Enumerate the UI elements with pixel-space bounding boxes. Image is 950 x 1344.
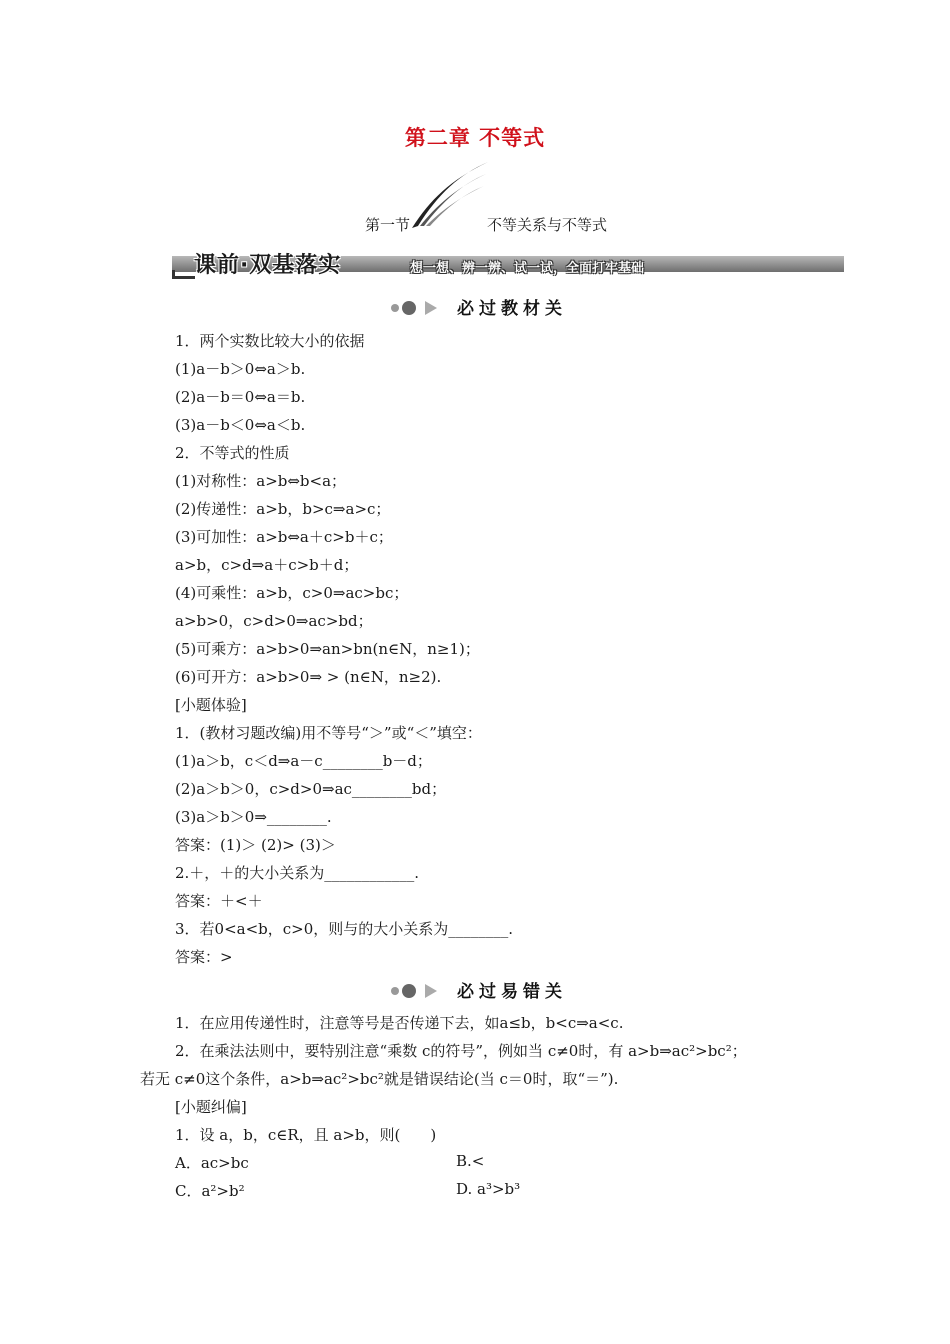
answer-line: 答案：> <box>175 948 233 966</box>
text-line: (5)可乘方：a>b>0⇒an>bn(n∈N，n≥1)； <box>175 640 480 658</box>
text-line: 1．(教材习题改编)用不等号“＞”或“＜”填空： <box>175 724 482 742</box>
practice-label: [小题体验] <box>175 696 247 714</box>
banner <box>172 248 844 276</box>
banner-main-text: 课前·双基落实 <box>194 253 342 278</box>
banner-edge <box>172 270 195 279</box>
section-title: 不等关系与不等式 <box>487 216 608 234</box>
text-line: (2)a＞b＞0，c>d>0⇒ac________bd； <box>175 780 447 798</box>
text-line: (3)a－b＜0⇔a＜b. <box>175 416 306 434</box>
text-line: a>b>0，c>d>0⇒ac>bd； <box>175 612 373 630</box>
text-line: (3)a＞b＞0⇒________. <box>175 808 332 826</box>
answer-line: 答案：＋<＋ <box>175 892 263 910</box>
text-line: (2)传递性：a>b，b>c⇒a>c； <box>175 500 391 518</box>
text-line: 1．两个实数比较大小的依据 <box>175 332 365 350</box>
text-line: 2.＋，＋的大小关系为____________. <box>175 864 420 882</box>
text-line: (3)可加性：a>b⇔a＋c>b＋c； <box>175 528 393 546</box>
sub-header-text: 必过易错关 <box>457 982 567 1002</box>
text-line: (1)对称性：a>b⇔b<a； <box>175 472 347 490</box>
correct-label: [小题纠偏] <box>175 1098 247 1116</box>
chapter-title: 第二章 不等式 <box>404 125 546 150</box>
text-line: (1)a＞b，c＜d⇒a－c________b－d； <box>175 752 432 770</box>
text-line: (1)a－b＞0⇔a＞b. <box>175 360 306 378</box>
option-d: D. a³>b³ <box>456 1180 521 1198</box>
text-line: 1．设 a，b，c∈R，且 a>b，则( ) <box>175 1126 437 1144</box>
banner-sub-text: 想一想、辨一辨、试一试，全面打牢基础 <box>410 261 645 276</box>
text-line: (6)可开方：a>b>0⇒ > (n∈N，n≥2). <box>175 668 442 686</box>
text-line: a>b，c>d⇒a＋c>b＋d； <box>175 556 359 574</box>
dots-arrow-icon <box>385 983 455 999</box>
text-line: 3．若0<a<b，c>0，则与的大小关系为________. <box>175 920 514 938</box>
section-number: 第一节 <box>365 216 411 234</box>
dots-arrow-icon <box>385 300 455 316</box>
text-line: (2)a－b＝0⇔a＝b. <box>175 388 306 406</box>
swoosh-decoration <box>410 160 490 230</box>
option-c: C．a²>b² <box>175 1182 245 1200</box>
text-line: (4)可乘性：a>b，c>0⇒ac>bc； <box>175 584 409 602</box>
text-line: 2．在乘法法则中，要特别注意“乘数 c的符号”，例如当 c≠0时，有 a>b⇒ac²>bc²； <box>175 1042 747 1060</box>
text-line: 1．在应用传递性时，注意等号是否传递下去，如a≤b，b<c⇒a<c. <box>175 1014 624 1032</box>
answer-line: 答案：(1)＞ (2)> (3)＞ <box>175 836 336 854</box>
option-b: B.< <box>456 1152 485 1170</box>
text-line: 2．不等式的性质 <box>175 444 290 462</box>
text-line: 若无 c≠0这个条件，a>b⇒ac²>bc²就是错误结论(当 c＝0时，取“＝”). <box>140 1070 619 1088</box>
option-a: A．ac>bc <box>175 1154 249 1172</box>
sub-header-text: 必过教材关 <box>457 299 567 319</box>
